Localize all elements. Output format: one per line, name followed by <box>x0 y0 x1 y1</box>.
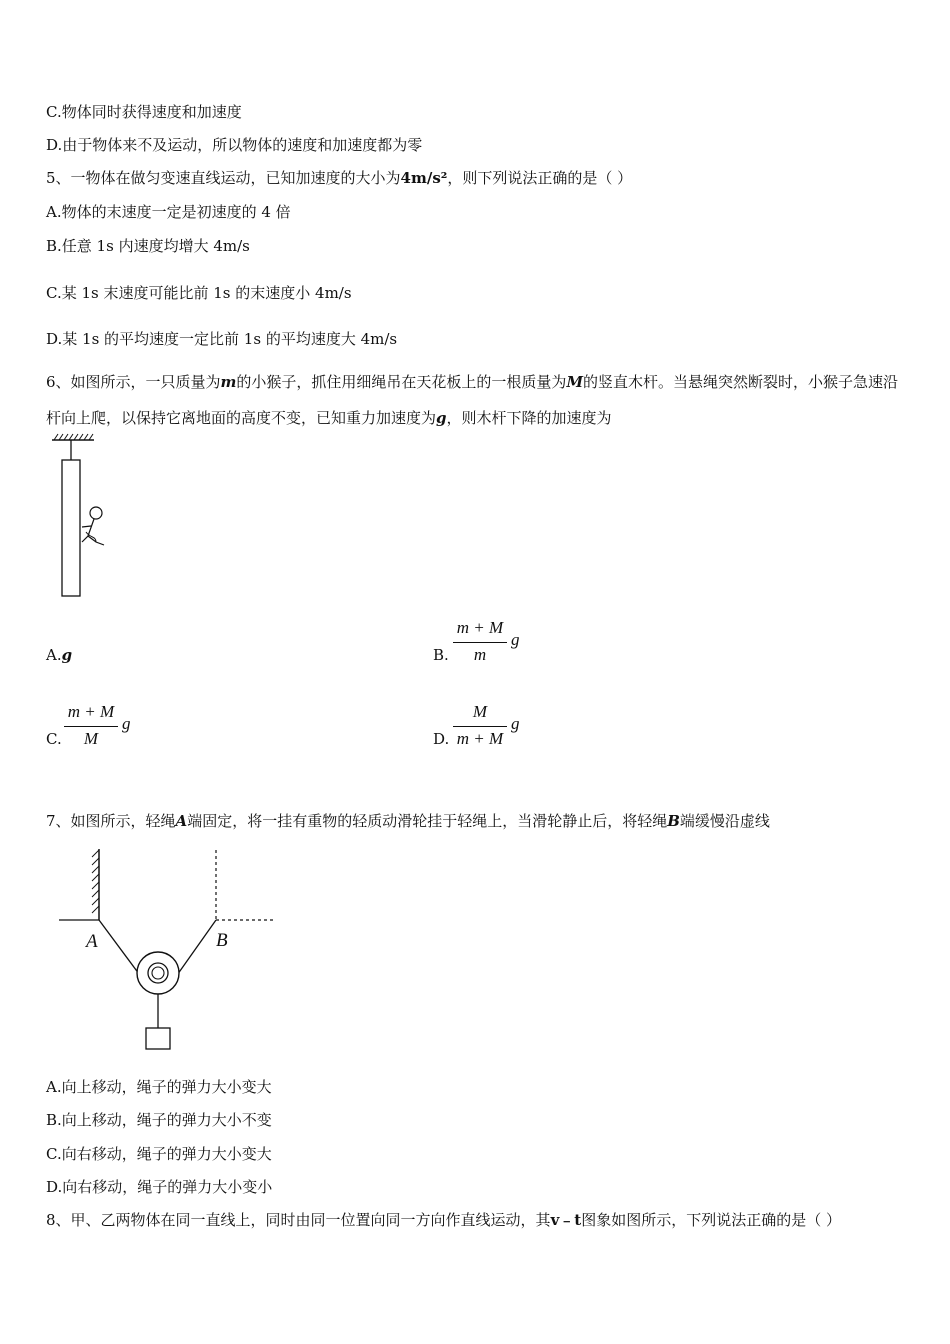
q7-option-c: C.向右移动，绳子的弹力大小变大 <box>46 1145 272 1163</box>
q4-option-d: D.由于物体来不及运动，所以物体的速度和加速度都为零 <box>46 136 423 154</box>
q8-stem <box>46 1210 841 1230</box>
q8-vt-label: v﹣t <box>550 1211 582 1229</box>
q6-stem <box>46 364 908 436</box>
q7-option-a: A.向上移动，绳子的弹力大小变大 <box>46 1078 272 1096</box>
fraction-g: g <box>122 714 131 733</box>
q5-stem-text-a: 5、一物体在做匀变速直线运动，已知加速度的大小为 <box>46 169 401 187</box>
q7-stem-text-2: 端固定，将一挂有重物的轻质动滑轮挂于轻绳上，当滑轮静止后，将轻绳 <box>187 812 668 830</box>
q5-option-d: D.某 1s 的平均速度一定比前 1s 的平均速度大 4m/s <box>46 330 398 348</box>
q7-var-A: A <box>175 812 188 830</box>
q7-option-b: B.向上移动，绳子的弹力大小不变 <box>46 1111 272 1129</box>
fraction-bar <box>64 726 118 727</box>
fraction-g: g <box>511 714 520 733</box>
q6-var-m: m <box>220 373 237 391</box>
q7-figure-label-a: A <box>86 931 98 952</box>
q6-option-c-fraction <box>64 702 131 750</box>
q6-stem-text-2: 的小猴子，抓住用细绳吊在天花板上的一根质量为 <box>236 373 567 391</box>
fraction-bar <box>453 642 507 643</box>
fraction-numerator: M <box>472 702 488 721</box>
q7-stem-text-3: 端缓慢沿虚线 <box>679 812 770 830</box>
q6-option-a <box>46 645 72 665</box>
q6-var-M: M <box>566 373 584 391</box>
q5-stem-text-b: ，则下列说法正确的是（ ） <box>447 169 633 187</box>
q5-stem <box>46 168 632 188</box>
q7-figure-pulley <box>55 845 285 1055</box>
q5-option-a: A.物体的末速度一定是初速度的 4 倍 <box>46 203 291 221</box>
fraction-numerator: m + M <box>67 702 115 721</box>
fraction-denominator: m + M <box>456 729 504 748</box>
q6-option-b-label: B. <box>433 646 449 664</box>
q7-option-d: D.向右移动，绳子的弹力大小变小 <box>46 1178 273 1196</box>
q6-option-d-fraction <box>453 702 520 750</box>
q7-stem-text-1: 7、如图所示，轻绳 <box>46 812 176 830</box>
q6-option-c-label: C. <box>46 730 62 748</box>
fraction-denominator: M <box>83 729 99 748</box>
q7-stem <box>46 811 770 831</box>
q7-var-B: B <box>667 812 680 830</box>
q5-option-b: B.任意 1s 内速度均增大 4m/s <box>46 237 250 255</box>
q7-figure-label-b: B <box>216 930 228 951</box>
fraction-numerator: m + M <box>456 618 504 637</box>
q6-var-g: g <box>436 409 447 427</box>
q6-option-a-label: A. <box>46 646 62 664</box>
q8-stem-text-b: 图象如图所示，下列说法正确的是（ ） <box>581 1211 841 1229</box>
fraction-g: g <box>511 630 520 649</box>
q6-stem-text-3: 的竖直木杆。当悬绳突然断裂时，小猴子急速沿杆向上爬，以保持它离地面的高度不变，已知重力加速度为 <box>46 373 899 427</box>
q6-option-a-value: g <box>61 646 73 664</box>
q6-option-b-fraction <box>453 618 520 666</box>
fraction-denominator: m <box>473 645 487 664</box>
fraction-bar <box>453 726 507 727</box>
q5-option-c: C.某 1s 末速度可能比前 1s 的末速度小 4m/s <box>46 284 352 302</box>
q6-stem-text-1: 6、如图所示，一只质量为 <box>46 373 221 391</box>
q6-figure-monkey-rod <box>46 432 116 602</box>
q6-option-d-label: D. <box>433 730 450 748</box>
q5-acceleration-value: 4m/s² <box>400 169 448 187</box>
q8-stem-text-a: 8、甲、乙两物体在同一直线上，同时由同一位置向同一方向作直线运动，其 <box>46 1211 551 1229</box>
q6-stem-text-4: ，则木杆下降的加速度为 <box>446 409 612 427</box>
q4-option-c: C.物体同时获得速度和加速度 <box>46 103 242 121</box>
